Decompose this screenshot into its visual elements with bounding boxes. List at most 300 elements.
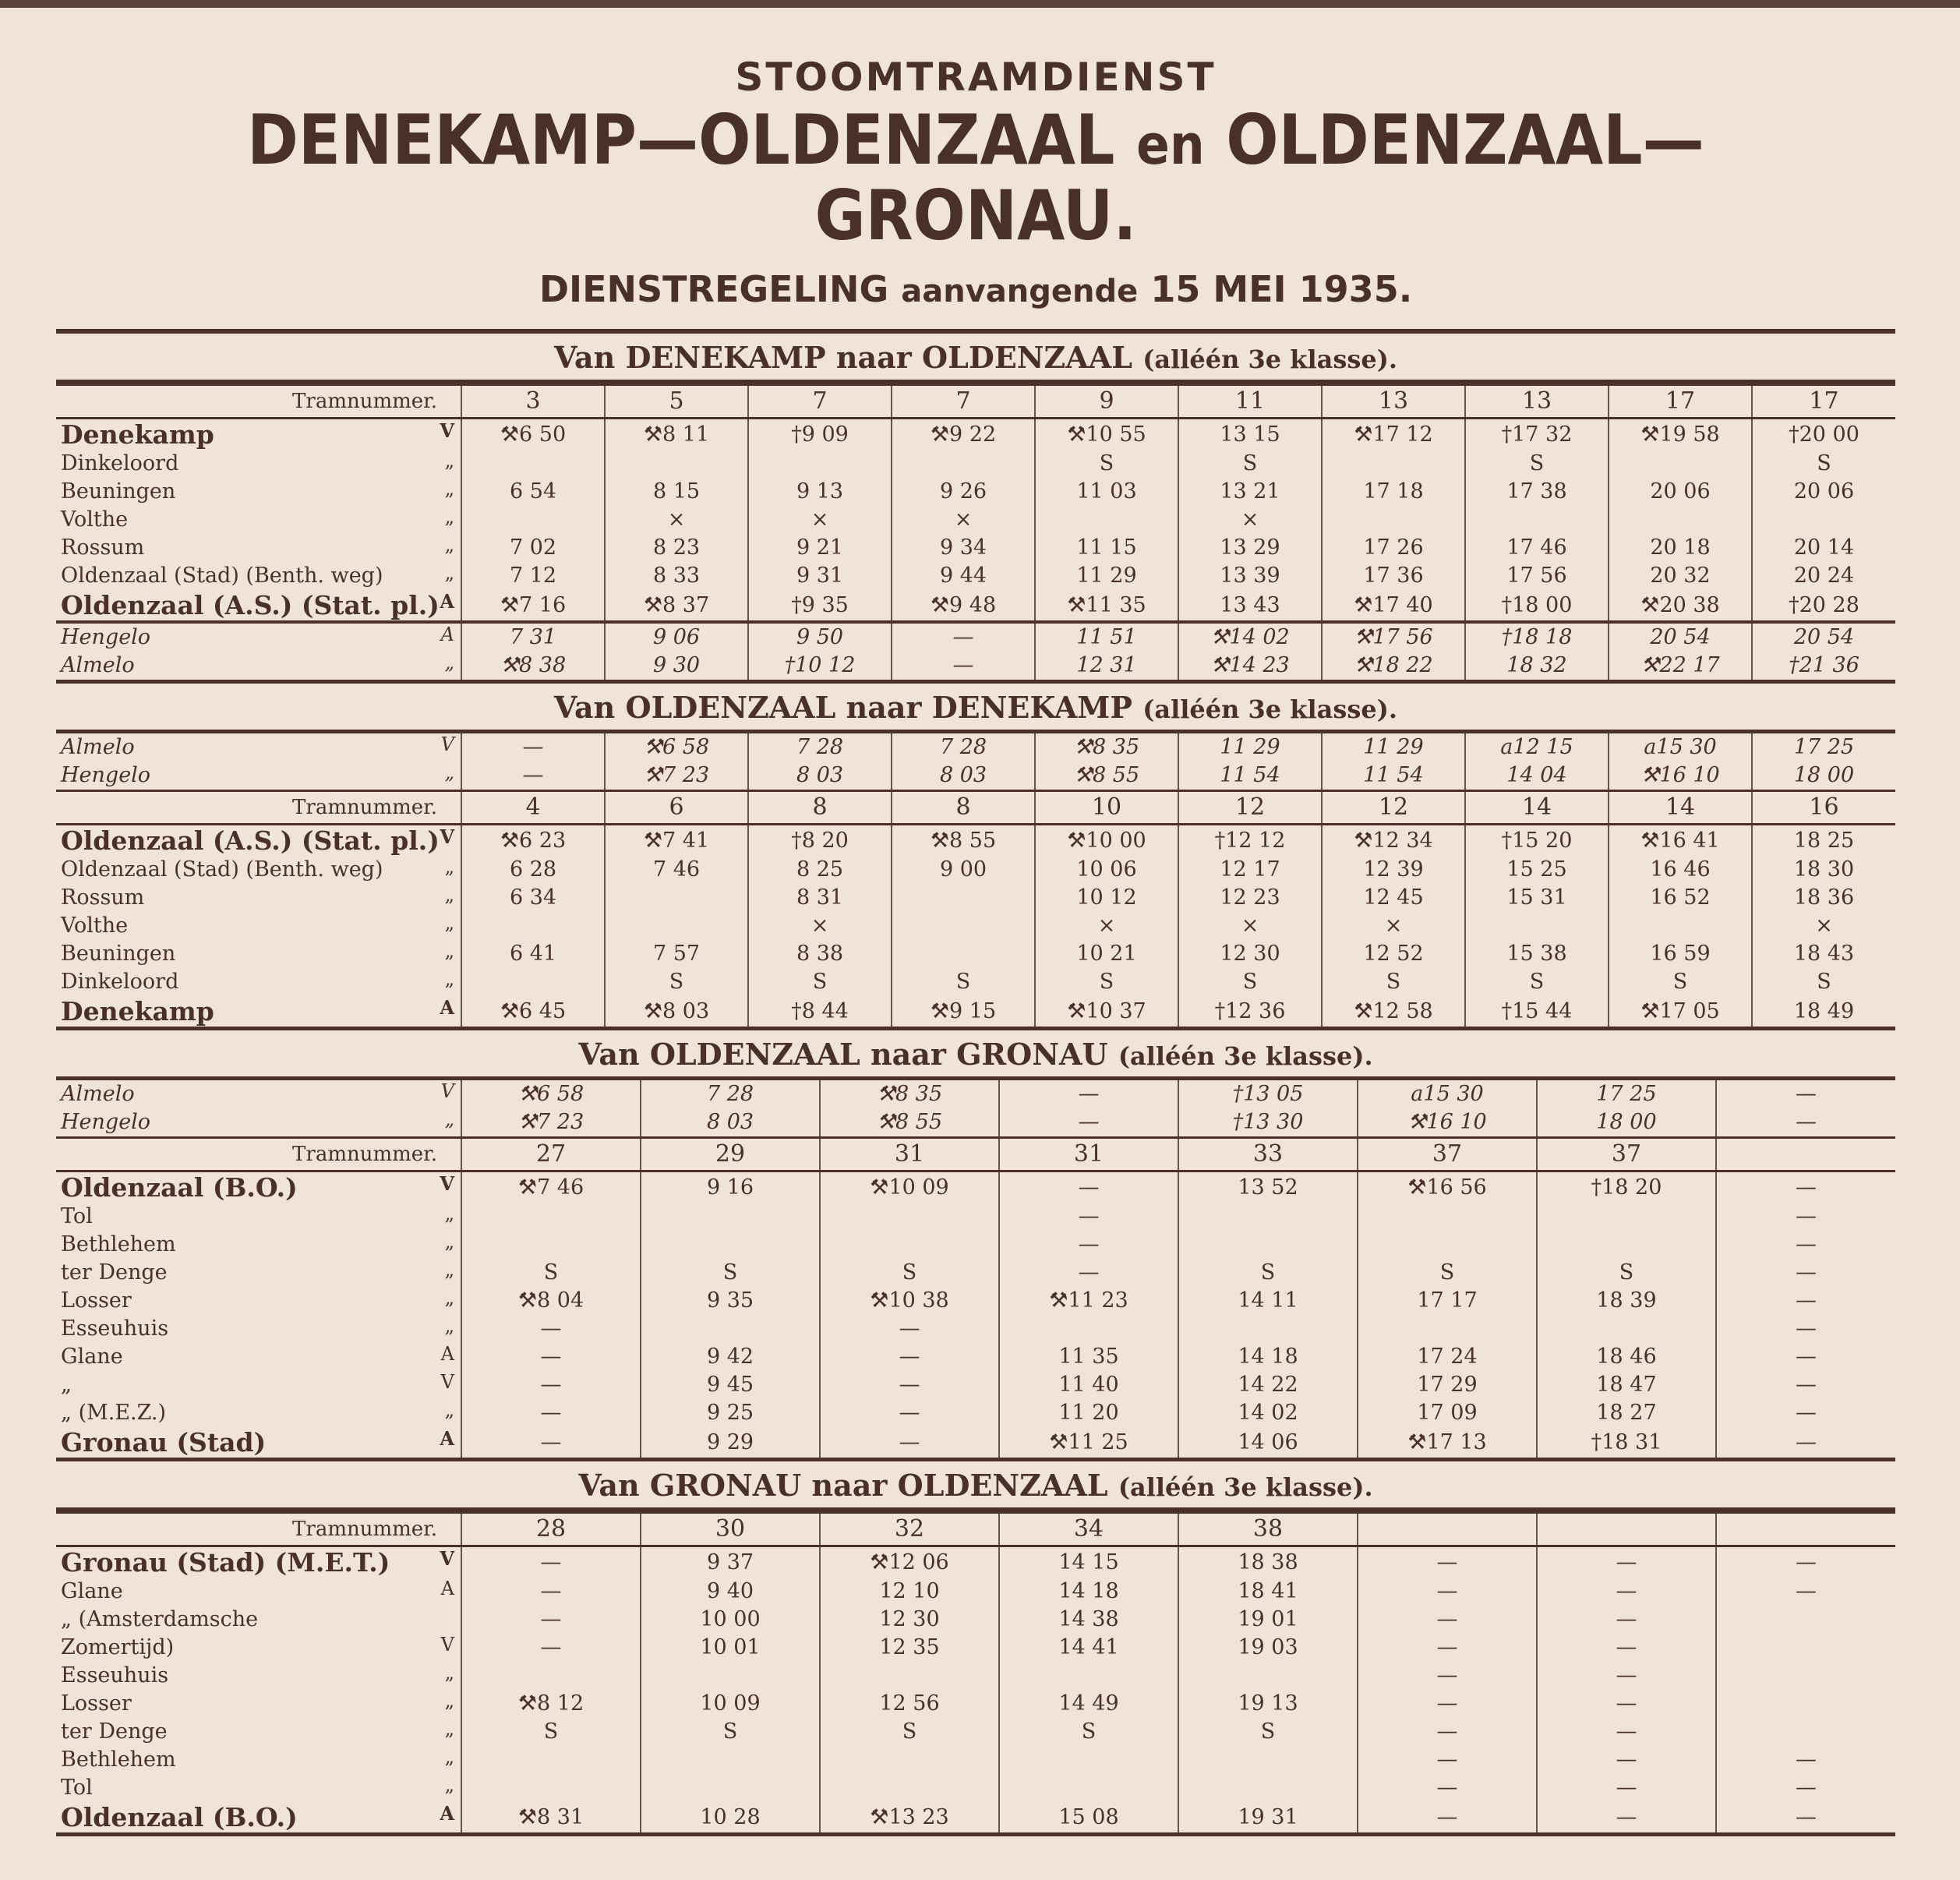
time-cell: ⚒10 38 (820, 1287, 999, 1315)
time-cell: S (461, 1259, 641, 1287)
time-cell: 18 32 (1465, 652, 1609, 682)
time-cell: †18 00 (1465, 590, 1609, 622)
time-cell (605, 912, 748, 940)
time-cell: 8 03 (641, 1108, 820, 1138)
time-cell: 16 52 (1609, 884, 1752, 912)
time-cell: S (820, 1718, 999, 1746)
time-cell: — (1358, 1662, 1537, 1690)
stop-label-cell (56, 1343, 461, 1371)
stop-label-cell (56, 1231, 461, 1259)
stop-name: Tramnummer. (292, 1517, 437, 1541)
time-cell (892, 450, 1035, 478)
stop-row (56, 912, 1895, 940)
time-cell: 18 00 (1537, 1108, 1716, 1138)
stop-name: Volthe (61, 507, 129, 532)
tram-number-row (56, 790, 1895, 824)
time-cell (999, 1662, 1178, 1690)
time-cell: ⚒10 00 (1035, 824, 1178, 856)
stop-name: Tramnummer. (292, 795, 437, 819)
time-cell: †17 32 (1465, 418, 1609, 450)
arrive-depart-marker: A (440, 1801, 454, 1825)
route-part-2: OLDENZAAL—GRONAU. (814, 100, 1704, 256)
time-cell: 9 37 (641, 1546, 820, 1578)
time-cell: — (1537, 1690, 1716, 1718)
stop-label-cell (56, 1774, 461, 1802)
tram-number-cell: 8 (892, 790, 1035, 824)
tram-number-row (56, 384, 1895, 418)
time-cell: — (820, 1399, 999, 1427)
section-class-note: (alléén 3e klasse). (1118, 1041, 1373, 1071)
time-cell (892, 912, 1035, 940)
time-cell: ⚒10 09 (820, 1171, 999, 1203)
stop-label-cell (56, 590, 461, 622)
time-cell: 9 44 (892, 562, 1035, 590)
time-cell (1178, 1203, 1358, 1231)
stop-row (56, 418, 1895, 450)
time-cell: ⚒11 35 (1035, 590, 1178, 622)
stop-row (56, 733, 1895, 762)
time-cell: ⚒13 23 (820, 1802, 999, 1835)
stop-row (56, 1399, 1895, 1427)
time-cell (1716, 1662, 1895, 1690)
stop-label-cell (56, 1690, 461, 1718)
time-cell: S (748, 968, 892, 996)
arrive-depart-marker: „ (444, 533, 454, 556)
time-cell: 10 06 (1035, 856, 1178, 884)
stop-name: Tol (61, 1776, 93, 1800)
service-title: STOOMTRAMDIENST (735, 55, 1217, 100)
time-cell: — (1358, 1690, 1537, 1718)
time-cell: †20 00 (1752, 418, 1895, 450)
time-cell: 18 41 (1178, 1578, 1358, 1606)
time-cell: 18 25 (1752, 824, 1895, 856)
time-cell: S (1752, 968, 1895, 996)
time-cell: †12 12 (1178, 824, 1322, 856)
stop-name: Dinkeloord (61, 451, 179, 476)
stop-label-cell (56, 940, 461, 968)
time-cell: 19 03 (1178, 1634, 1358, 1662)
time-cell (1465, 506, 1609, 534)
time-cell: 11 40 (999, 1371, 1178, 1399)
time-cell: a15 30 (1358, 1080, 1537, 1108)
time-cell: 11 35 (999, 1343, 1178, 1371)
time-cell (1178, 1231, 1358, 1259)
stop-name: Beuningen (61, 479, 176, 504)
time-cell (641, 1231, 820, 1259)
time-cell: 10 12 (1035, 884, 1178, 912)
time-cell: — (1358, 1718, 1537, 1746)
time-cell: 9 21 (748, 534, 892, 562)
time-cell: ⚒17 13 (1358, 1427, 1537, 1460)
time-cell: †20 28 (1752, 590, 1895, 622)
arrive-depart-marker: A (440, 589, 454, 613)
time-cell: 17 29 (1358, 1371, 1537, 1399)
time-cell: — (1716, 1546, 1895, 1578)
time-cell: 12 17 (1178, 856, 1322, 884)
time-cell: — (461, 1634, 641, 1662)
time-cell (1178, 1315, 1358, 1343)
section-title (56, 1030, 1895, 1080)
time-cell: 8 33 (605, 562, 748, 590)
time-cell: 14 15 (999, 1546, 1178, 1578)
stop-name: Bethlehem (61, 1232, 176, 1257)
time-cell: — (1716, 1080, 1895, 1108)
time-cell: 9 31 (748, 562, 892, 590)
time-cell: × (1322, 912, 1465, 940)
stop-label-cell (56, 506, 461, 534)
time-cell: ⚒8 11 (605, 418, 748, 450)
time-cell: 6 34 (461, 884, 605, 912)
time-cell: — (1716, 1171, 1895, 1203)
time-cell: 6 54 (461, 478, 605, 506)
time-cell: — (999, 1203, 1178, 1231)
time-cell: 7 46 (605, 856, 748, 884)
stop-name: Almelo (61, 735, 135, 760)
time-cell: ⚒7 23 (461, 1108, 641, 1138)
time-cell: — (461, 1343, 641, 1371)
time-cell: 15 31 (1465, 884, 1609, 912)
stop-label-cell (56, 1802, 461, 1835)
stop-name: Losser (61, 1691, 132, 1716)
time-cell: 14 11 (1178, 1287, 1358, 1315)
time-cell: — (1716, 1427, 1895, 1460)
time-cell: 14 04 (1465, 762, 1609, 791)
time-cell (820, 1662, 999, 1690)
time-cell: 14 49 (999, 1690, 1178, 1718)
stop-row (56, 762, 1895, 791)
time-cell: 17 24 (1358, 1343, 1537, 1371)
tram-number-cell (1716, 1137, 1895, 1171)
time-cell: ⚒6 58 (461, 1080, 641, 1108)
stop-label-cell (56, 912, 461, 940)
stop-label-cell (56, 1427, 461, 1460)
time-cell: S (892, 968, 1035, 996)
time-cell (1358, 1231, 1537, 1259)
stop-label-cell (56, 1718, 461, 1746)
time-cell: 9 16 (641, 1171, 820, 1203)
time-cell: — (1537, 1578, 1716, 1606)
stop-name: Hengelo (61, 763, 151, 788)
time-cell: 18 49 (1752, 996, 1895, 1029)
time-cell: ⚒18 22 (1322, 652, 1465, 682)
arrive-depart-marker: V (440, 1546, 454, 1570)
stop-row (56, 1802, 1895, 1835)
time-cell: 18 43 (1752, 940, 1895, 968)
time-cell: ⚒17 05 (1609, 996, 1752, 1029)
stop-row (56, 856, 1895, 884)
stop-label-cell (56, 1080, 461, 1108)
stop-label-cell (56, 824, 461, 856)
time-cell (999, 1315, 1178, 1343)
arrive-depart-marker: „ (444, 967, 454, 990)
time-cell: ⚒17 12 (1322, 418, 1465, 450)
arrive-depart-marker: „ (444, 761, 454, 783)
time-cell: 13 29 (1178, 534, 1322, 562)
time-cell: S (820, 1259, 999, 1287)
time-cell: 19 31 (1178, 1802, 1358, 1835)
time-cell: — (461, 1546, 641, 1578)
time-cell: — (1358, 1802, 1537, 1835)
time-cell: ⚒8 35 (1035, 733, 1178, 762)
time-cell: ⚒12 06 (820, 1546, 999, 1578)
time-cell: × (1035, 912, 1178, 940)
stop-label-cell (56, 996, 461, 1029)
time-cell: ⚒8 55 (1035, 762, 1178, 791)
time-cell: 20 06 (1752, 478, 1895, 506)
tram-number-cell: 34 (999, 1512, 1178, 1546)
arrive-depart-marker: „ (444, 1661, 454, 1684)
time-cell (892, 940, 1035, 968)
stop-label-cell (56, 1399, 461, 1427)
time-cell (461, 1203, 641, 1231)
stop-row (56, 534, 1895, 562)
time-cell: 17 25 (1752, 733, 1895, 762)
stop-label-cell (56, 622, 461, 652)
time-cell (820, 1203, 999, 1231)
time-cell: 11 29 (1322, 733, 1465, 762)
time-cell: †12 36 (1178, 996, 1322, 1029)
time-cell: 12 39 (1322, 856, 1465, 884)
arrive-depart-marker: „ (444, 911, 454, 934)
stop-row (56, 1774, 1895, 1802)
stop-name: Bethlehem (61, 1747, 176, 1772)
tram-number-cell: 16 (1752, 790, 1895, 824)
time-cell: S (1465, 450, 1609, 478)
time-cell (461, 1231, 641, 1259)
stop-name: Tramnummer. (292, 1142, 437, 1166)
stop-label-cell (56, 384, 461, 418)
stop-label-cell (56, 1137, 461, 1171)
time-cell: — (820, 1315, 999, 1343)
stop-label-cell (56, 1546, 461, 1578)
time-cell: 9 00 (892, 856, 1035, 884)
time-cell: †9 09 (748, 418, 892, 450)
stop-row (56, 968, 1895, 996)
stop-row (56, 478, 1895, 506)
stop-label-cell (56, 450, 461, 478)
tram-number-cell (1358, 1512, 1537, 1546)
section-class-note: (alléén 3e klasse). (1118, 1472, 1373, 1502)
time-cell: ⚒6 45 (461, 996, 605, 1029)
tram-number-cell: 12 (1178, 790, 1322, 824)
time-cell: × (1178, 506, 1322, 534)
tram-number-cell: 10 (1035, 790, 1178, 824)
arrive-depart-marker: „ (444, 1286, 454, 1309)
time-cell: 9 29 (641, 1427, 820, 1460)
time-cell: S (461, 1718, 641, 1746)
time-cell (1178, 1774, 1358, 1802)
stop-name: Rossum (61, 885, 145, 910)
time-cell: × (748, 912, 892, 940)
time-cell: 19 13 (1178, 1690, 1358, 1718)
time-cell: S (1178, 1718, 1358, 1746)
stop-name: Almelo (61, 1082, 135, 1107)
time-cell: 11 29 (1035, 562, 1178, 590)
time-cell: 17 26 (1322, 534, 1465, 562)
time-cell: ⚒8 35 (820, 1080, 999, 1108)
stop-row (56, 506, 1895, 534)
stop-row (56, 1546, 1895, 1578)
stop-label-cell (56, 1371, 461, 1399)
time-cell: S (1178, 968, 1322, 996)
arrive-depart-marker: „ (444, 939, 454, 962)
time-cell: 9 26 (892, 478, 1035, 506)
time-cell: †15 20 (1465, 824, 1609, 856)
timetable-table (56, 383, 1895, 684)
section-route: Van GRONAU naar OLDENZAAL (578, 1467, 1118, 1503)
time-cell: 18 47 (1537, 1371, 1716, 1399)
stop-row (56, 622, 1895, 652)
time-cell (1178, 1662, 1358, 1690)
tram-number-row (56, 1512, 1895, 1546)
time-cell: — (1716, 1315, 1895, 1343)
time-cell: 12 30 (820, 1606, 999, 1634)
section-title (56, 684, 1895, 733)
arrive-depart-marker: „ (444, 651, 454, 673)
arrive-depart-marker: V (440, 1633, 454, 1656)
time-cell (1537, 1203, 1716, 1231)
stop-label-cell (56, 652, 461, 682)
time-cell (641, 1315, 820, 1343)
time-cell (461, 506, 605, 534)
timetable-table (56, 1511, 1895, 1836)
timetable-table (56, 1080, 1895, 1461)
stop-label-cell (56, 1259, 461, 1287)
time-cell: 20 14 (1752, 534, 1895, 562)
time-cell: 8 38 (748, 940, 892, 968)
time-cell: — (461, 1578, 641, 1606)
time-cell: 16 46 (1609, 856, 1752, 884)
time-cell: ⚒8 55 (892, 824, 1035, 856)
stop-row (56, 1578, 1895, 1606)
stop-name: Oldenzaal (B.O.) (61, 1171, 298, 1203)
stop-label-cell (56, 1315, 461, 1343)
time-cell: 12 23 (1178, 884, 1322, 912)
time-cell: †21 36 (1752, 652, 1895, 682)
stop-row (56, 562, 1895, 590)
time-cell: ⚒8 55 (820, 1108, 999, 1138)
stop-name: Gronau (Stad) (61, 1426, 267, 1458)
time-cell (1716, 1690, 1895, 1718)
stop-row (56, 450, 1895, 478)
tram-number-cell: 38 (1178, 1512, 1358, 1546)
tram-number-cell: 17 (1752, 384, 1895, 418)
time-cell: 7 12 (461, 562, 605, 590)
time-cell: 14 02 (1178, 1399, 1358, 1427)
time-cell: — (1716, 1108, 1895, 1138)
stop-row (56, 1080, 1895, 1108)
tram-number-cell: 27 (461, 1137, 641, 1171)
time-cell: 7 28 (748, 733, 892, 762)
time-cell: 8 15 (605, 478, 748, 506)
time-cell: S (1609, 968, 1752, 996)
time-cell: 12 10 (820, 1578, 999, 1606)
stop-name: Esseuhuis (61, 1663, 169, 1688)
arrive-depart-marker: V (440, 1370, 454, 1393)
time-cell: — (461, 1606, 641, 1634)
stop-name: Esseuhuis (61, 1316, 169, 1341)
arrive-depart-marker: „ (444, 561, 454, 584)
time-cell (461, 912, 605, 940)
arrive-depart-marker: „ (444, 1745, 454, 1768)
time-cell: ⚒6 23 (461, 824, 605, 856)
time-cell (1609, 450, 1752, 478)
time-cell: — (999, 1108, 1178, 1138)
time-cell: †18 31 (1537, 1427, 1716, 1460)
arrive-depart-marker: „ (444, 477, 454, 500)
time-cell: — (1358, 1774, 1537, 1802)
time-cell: 14 41 (999, 1634, 1178, 1662)
stop-name: „ (M.E.Z.) (61, 1401, 167, 1426)
tram-number-row (56, 1137, 1895, 1171)
time-cell: 9 50 (748, 622, 892, 652)
time-cell: 17 56 (1465, 562, 1609, 590)
time-cell: 9 40 (641, 1578, 820, 1606)
time-cell: — (1358, 1634, 1537, 1662)
time-cell: 9 30 (605, 652, 748, 682)
time-cell: ⚒20 38 (1609, 590, 1752, 622)
time-cell: ⚒16 10 (1609, 762, 1752, 791)
stop-row (56, 1287, 1895, 1315)
time-cell (641, 1774, 820, 1802)
time-cell (605, 450, 748, 478)
time-cell: 12 35 (820, 1634, 999, 1662)
time-cell: — (999, 1080, 1178, 1108)
time-cell (641, 1746, 820, 1774)
tram-number-cell: 6 (605, 790, 748, 824)
arrive-depart-marker: V (440, 825, 454, 848)
time-cell: 10 28 (641, 1802, 820, 1835)
time-cell: ⚒11 23 (999, 1287, 1178, 1315)
time-cell: †15 44 (1465, 996, 1609, 1029)
time-cell: — (892, 652, 1035, 682)
stop-name: Rossum (61, 535, 145, 560)
stop-name: Dinkeloord (61, 970, 179, 995)
time-cell: 10 00 (641, 1606, 820, 1634)
time-cell: 14 18 (999, 1578, 1178, 1606)
time-cell (1035, 506, 1178, 534)
time-cell: 8 03 (748, 762, 892, 791)
time-cell: 17 17 (1358, 1287, 1537, 1315)
time-cell (820, 1774, 999, 1802)
time-cell: — (1358, 1746, 1537, 1774)
tram-number-cell: 4 (461, 790, 605, 824)
time-cell: 15 08 (999, 1802, 1178, 1835)
stop-label-cell (56, 733, 461, 762)
tram-number-cell: 37 (1537, 1137, 1716, 1171)
arrive-depart-marker: „ (444, 1230, 454, 1253)
time-cell: ⚒9 22 (892, 418, 1035, 450)
time-cell: — (1716, 1371, 1895, 1399)
stop-name: ter Denge (61, 1260, 168, 1285)
time-cell: a12 15 (1465, 733, 1609, 762)
time-cell: ⚒9 15 (892, 996, 1035, 1029)
top-border (0, 0, 1960, 8)
time-cell: 9 42 (641, 1343, 820, 1371)
stop-row (56, 824, 1895, 856)
tram-number-cell: 7 (748, 384, 892, 418)
time-cell (605, 884, 748, 912)
time-cell: — (1716, 1259, 1895, 1287)
time-cell (748, 450, 892, 478)
time-cell (999, 1746, 1178, 1774)
arrive-depart-marker: „ (444, 1258, 454, 1281)
time-cell: S (1752, 450, 1895, 478)
tram-number-cell: 11 (1178, 384, 1322, 418)
time-cell: 11 20 (999, 1399, 1178, 1427)
section-route: Van DENEKAMP naar OLDENZAAL (554, 339, 1143, 375)
time-cell: — (1537, 1606, 1716, 1634)
